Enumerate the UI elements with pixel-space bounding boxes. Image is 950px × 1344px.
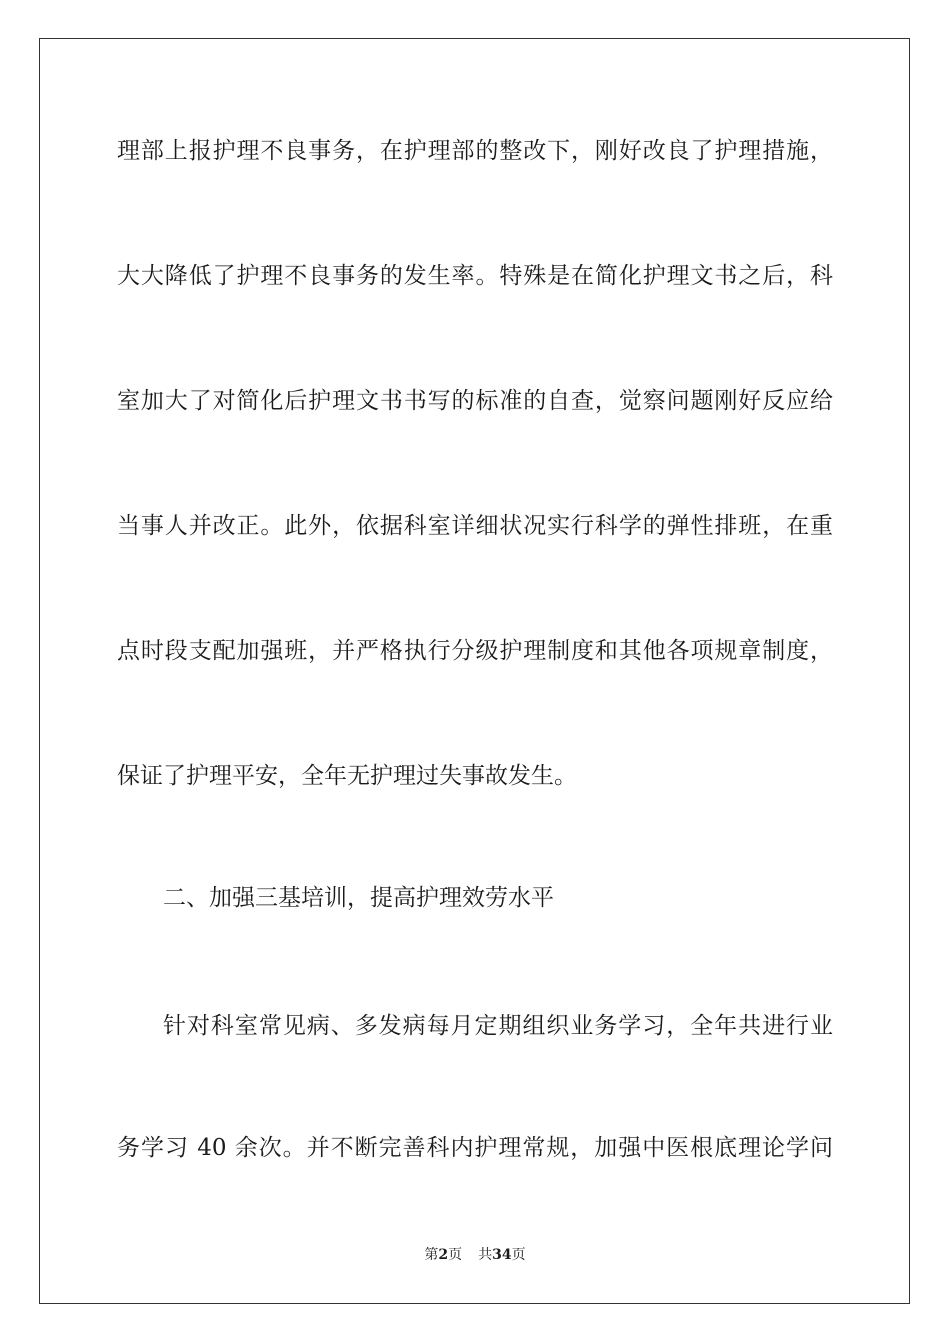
text-line-2: 大大降低了护理不良事务的发生率。特殊是在简化护理文书之后，科 bbox=[117, 263, 833, 289]
footer-page-number: 2 bbox=[438, 1247, 449, 1263]
text-line-6: 保证了护理平安，全年无护理过失事故发生。 bbox=[117, 763, 577, 789]
footer-page-prefix: 第 bbox=[424, 1247, 439, 1263]
text-line-1: 理部上报护理不良事务，在护理部的整改下，刚好改良了护理措施， bbox=[117, 138, 833, 164]
text-line-4: 当事人并改正。此外，依据科室详细状况实行科学的弹性排班，在重 bbox=[117, 513, 833, 539]
paragraph-line-1: 针对科室常见病、多发病每月定期组织业务学习，全年共进行业 bbox=[163, 1013, 833, 1039]
text-line-3: 室加大了对简化后护理文书书写的标准的自查，觉察问题刚好反应给 bbox=[117, 388, 833, 414]
footer-page-suffix: 页 bbox=[448, 1247, 463, 1263]
footer-total-prefix: 共 bbox=[478, 1247, 493, 1263]
page-border bbox=[39, 38, 910, 1304]
page-footer bbox=[0, 1246, 950, 1264]
text-line-5: 点时段支配加强班，并严格执行分级护理制度和其他各项规章制度， bbox=[117, 638, 833, 664]
footer-total-suffix: 页 bbox=[511, 1247, 526, 1263]
footer-total-pages: 34 bbox=[492, 1247, 512, 1263]
paragraph-line-2: 务学习 40 余次。并不断完善科内护理常规，加强中医根底理论学问 bbox=[117, 1135, 833, 1161]
section-heading: 二、加强三基培训，提高护理效劳水平 bbox=[163, 885, 554, 911]
